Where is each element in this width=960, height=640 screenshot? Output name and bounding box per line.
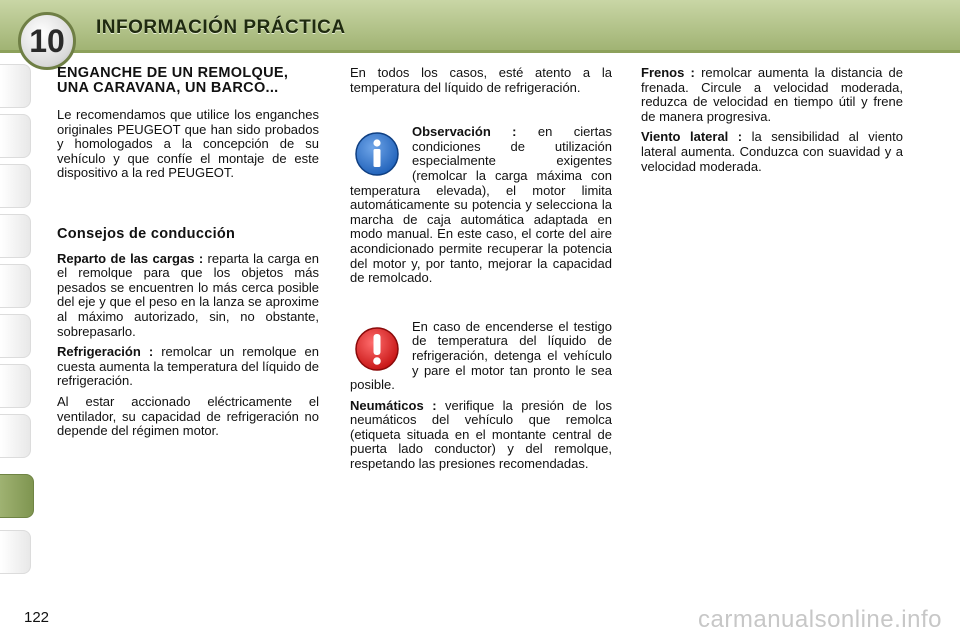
warning-paragraph: En caso de encenderse el testigo de temperatura del líquido de refrigeración, detenga el vehículo y pare el motor tan pronto le sea posible. [350,318,612,393]
reparto-paragraph [57,252,319,340]
chapter-tab[interactable] [0,314,31,358]
chapter-tab-active[interactable] [0,474,34,518]
observation-note [350,125,612,286]
frenos-paragraph [641,66,903,124]
warning-note [350,320,612,393]
chapter-tabs [0,64,34,574]
refrigeracion-paragraph [57,345,319,389]
reparto-text: reparta la carga en el remolque para que los objetos más pesados se encuentren lo más cerca posible del eje y que el peso en la lanza se aproxime al máximo autorizado, sin, no obstante, sobrepasarlo. [57,250,320,339]
observation-text: en ciertas condiciones de utilización especialmente exigentes (remolcar la carga máxima con temperatura elevada), el motor limita automáticamente su potencia y selecciona la marcha de caja automática adaptada en modo manual. En este caso, el corte del aire acondicionado permite recuperar la potencia del motor y, por tanto, mejorar la capacidad de remolcado. [350,124,612,286]
section-heading: ENGANCHE DE UN REMOLQUE, UNA CARAVANA, UN BARCO... [57,65,289,96]
frenos-lead: Frenos : [641,65,695,80]
chapter-tab[interactable] [0,414,31,458]
chapter-tab[interactable] [0,64,31,108]
subsection-heading: Consejos de conducción [57,225,236,242]
neumaticos-lead: Neumáticos : [350,397,437,413]
chapter-tab[interactable] [0,114,31,158]
refrigeracion-lead: Refrigeración : [57,344,154,360]
watermark: carmanualsonline.info [698,606,942,633]
header-divider [0,50,960,53]
intro-paragraph: Le recomendamos que utilice los enganches originales PEUGEOT que han sido probados y homologados a la concepción de su vehículo y que confíe el montaje de este dispositivo a la red PEUGEOT. [57,107,319,181]
column-middle [350,66,612,478]
chapter-title: INFORMACIÓN PRÁCTICA [96,17,346,38]
chapter-tab[interactable] [0,530,31,574]
viento-text: la sensibilidad al viento lateral aumenta. Conduzca con suavidad y a velocidad moderada. [641,129,903,174]
chapter-tab[interactable] [0,364,31,408]
info-icon [354,131,400,177]
column-left [57,66,319,445]
refrigeracion-text: remolcar un remolque en cuesta aumenta la temperatura del líquido de refrigeración. [57,344,319,389]
neumaticos-text: verifique la presión de los neumáticos del vehículo que remolca (etiqueta situada en el montante central de puerta lado conductor) y del remolque, respetando las presiones recomendadas. [350,397,613,472]
chapter-tab[interactable] [0,164,31,208]
ventilador-paragraph: Al estar accionado eléctricamente el ventilador, su capacidad de refrigeración no depende del régimen motor. [57,393,319,439]
chapter-badge: 10 [18,12,76,70]
viento-lead: Viento lateral : [641,129,743,145]
chapter-tab[interactable] [0,214,31,258]
neumaticos-paragraph [350,399,612,472]
reparto-lead: Reparto de las cargas : [57,250,204,266]
column-right [641,66,903,180]
intro-paragraph: En todos los casos, esté atento a la temperatura del líquido de refrigeración. [350,65,612,95]
page-number: 122 [24,609,50,626]
observation-lead: Observación : [412,124,517,140]
viento-paragraph [641,130,903,174]
frenos-text: remolcar aumenta la distancia de frenada. Circule a velocidad moderada, reduzca de velocidad en tiempo útil y frene de manera progresiva. [641,65,903,124]
exclamation-icon [354,326,400,372]
chapter-tab[interactable] [0,264,31,308]
